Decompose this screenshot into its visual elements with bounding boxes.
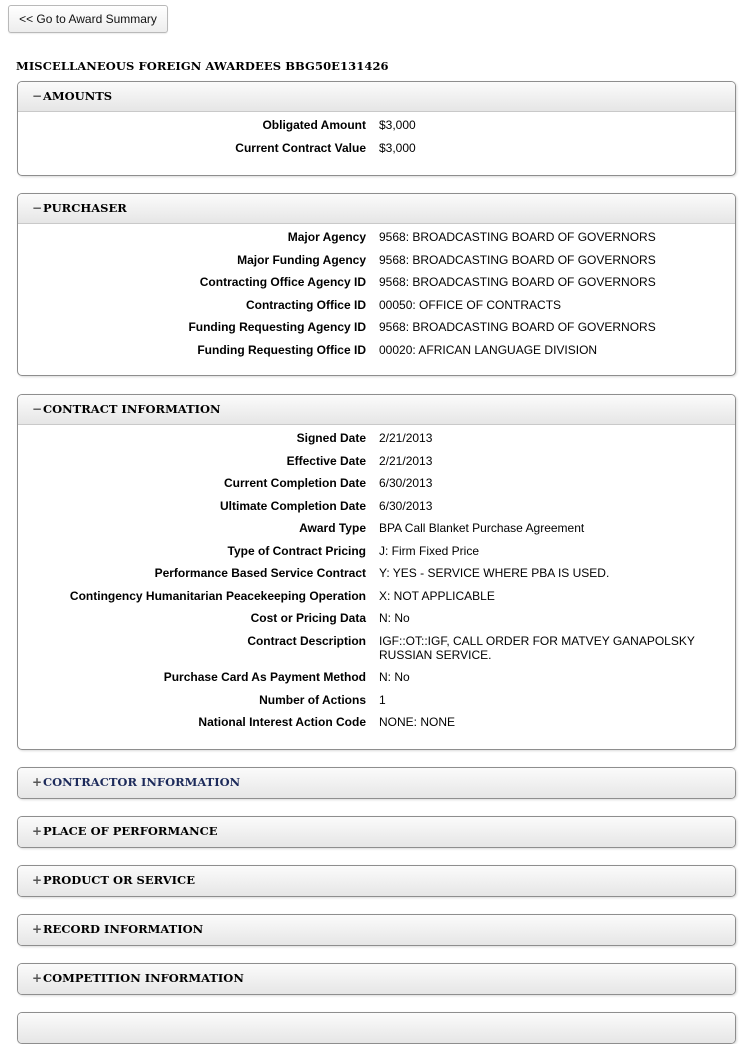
- field-row: [18, 693, 735, 707]
- amounts-panel-header[interactable]: [18, 82, 735, 112]
- field-label: Award Type: [299, 521, 366, 535]
- expand-icon: +: [32, 922, 43, 936]
- field-value: 2/21/2013: [379, 453, 433, 468]
- field-row: [18, 253, 735, 267]
- field-label: Contract Description: [247, 633, 366, 648]
- field-value: Y: YES - SERVICE WHERE PBA IS USED.: [379, 566, 610, 580]
- field-row: [18, 589, 735, 603]
- field-label: Signed Date: [296, 431, 366, 445]
- field-value: 9568: BROADCASTING BOARD OF GOVERNORS: [379, 252, 656, 267]
- collapse-icon: −: [32, 201, 43, 215]
- field-row: [18, 476, 735, 490]
- field-label: National Interest Action Code: [198, 715, 366, 729]
- field-value: BPA Call Blanket Purchase Agreement: [379, 521, 585, 535]
- field-label: Funding Requesting Office ID: [197, 342, 366, 357]
- field-row: [18, 566, 735, 580]
- field-label: Ultimate Completion Date: [219, 498, 366, 513]
- field-value: IGF::OT::IGF, CALL ORDER FOR MATVEY GANAPOLSKY RUSSIAN SERVICE.: [379, 633, 695, 662]
- field-row: [18, 320, 735, 334]
- field-row: [18, 141, 735, 155]
- competition-information-panel-header[interactable]: [18, 964, 735, 994]
- field-label: Contracting Office ID: [245, 297, 366, 312]
- purchaser-body: [18, 224, 735, 357]
- field-label: Type of Contract Pricing: [227, 543, 366, 558]
- field-value: N: No: [379, 611, 410, 625]
- field-label: Number of Actions: [259, 692, 366, 707]
- place-of-performance-title: PLACE OF PERFORMANCE: [43, 824, 218, 838]
- contract-information-body: [18, 425, 735, 729]
- field-label: Major Agency: [287, 230, 366, 244]
- collapse-icon: −: [32, 89, 43, 103]
- amounts-title: AMOUNTS: [43, 89, 113, 103]
- field-value: 2/21/2013: [379, 431, 433, 445]
- contractor-information-panel-header[interactable]: [18, 768, 735, 798]
- field-value: 6/30/2013: [379, 498, 433, 513]
- field-row: [18, 634, 735, 662]
- record-information-panel-header[interactable]: [18, 915, 735, 945]
- field-row: [18, 454, 735, 468]
- purchaser-panel: [17, 193, 736, 376]
- purchaser-panel-header[interactable]: [18, 194, 735, 224]
- field-label: Cost or Pricing Data: [250, 611, 366, 625]
- field-label: Major Funding Agency: [237, 252, 366, 267]
- amounts-body: [18, 112, 735, 155]
- field-label: Current Contract Value: [235, 140, 366, 155]
- contract-information-panel: [17, 394, 736, 750]
- field-row: [18, 521, 735, 535]
- collapse-icon: −: [32, 402, 43, 416]
- field-value: 9568: BROADCASTING BOARD OF GOVERNORS: [379, 320, 656, 334]
- contractor-information-title: CONTRACTOR INFORMATION: [43, 775, 241, 789]
- expand-icon: +: [32, 775, 43, 789]
- next-section-panel: [17, 1012, 736, 1044]
- field-label: Funding Requesting Agency ID: [188, 320, 366, 334]
- field-value: 00050: OFFICE OF CONTRACTS: [379, 297, 562, 312]
- product-or-service-panel: [17, 865, 736, 897]
- field-value: 9568: BROADCASTING BOARD OF GOVERNORS: [379, 275, 656, 289]
- field-row: [18, 343, 735, 357]
- place-of-performance-panel: [17, 816, 736, 848]
- field-row: [18, 670, 735, 684]
- field-value: $3,000: [379, 140, 416, 155]
- product-or-service-title: PRODUCT OR SERVICE: [43, 873, 195, 887]
- field-value: J: Firm Fixed Price: [379, 543, 480, 558]
- field-label: Current Completion Date: [223, 476, 366, 490]
- field-row: [18, 431, 735, 445]
- expand-icon: +: [32, 824, 43, 838]
- field-row: [18, 230, 735, 244]
- record-information-panel: [17, 914, 736, 946]
- next-section-panel-header[interactable]: [18, 1013, 735, 1043]
- field-row: [18, 544, 735, 558]
- field-value: N: No: [379, 670, 410, 684]
- field-label: Performance Based Service Contract: [154, 566, 366, 580]
- competition-information-panel: [17, 963, 736, 995]
- go-to-award-summary-button[interactable]: << Go to Award Summary: [8, 5, 168, 33]
- purchaser-title: PURCHASER: [43, 201, 127, 215]
- field-row: [18, 715, 735, 729]
- place-of-performance-panel-header[interactable]: [18, 817, 735, 847]
- product-or-service-panel-header[interactable]: [18, 866, 735, 896]
- expand-icon: +: [32, 873, 43, 887]
- field-label: Contracting Office Agency ID: [199, 275, 366, 289]
- field-value: 00020: AFRICAN LANGUAGE DIVISION: [379, 342, 598, 357]
- field-row: [18, 298, 735, 312]
- page-title: MISCELLANEOUS FOREIGN AWARDEES BBG50E131426: [16, 59, 389, 73]
- field-row: [18, 611, 735, 625]
- expand-icon: +: [32, 971, 43, 985]
- record-information-title: RECORD INFORMATION: [43, 922, 204, 936]
- amounts-panel: [17, 81, 736, 176]
- contractor-information-panel: [17, 767, 736, 799]
- field-value: 1: [379, 692, 386, 707]
- field-value: $3,000: [379, 118, 416, 132]
- field-row: [18, 499, 735, 513]
- field-value: NONE: NONE: [379, 715, 456, 729]
- field-label: Purchase Card As Payment Method: [163, 670, 366, 684]
- field-value: 9568: BROADCASTING BOARD OF GOVERNORS: [379, 230, 656, 244]
- field-value: X: NOT APPLICABLE: [379, 588, 495, 603]
- field-label: Obligated Amount: [262, 118, 366, 132]
- contract-information-title: CONTRACT INFORMATION: [43, 402, 221, 416]
- contract-information-panel-header[interactable]: [18, 395, 735, 425]
- competition-information-title: COMPETITION INFORMATION: [43, 971, 244, 985]
- field-label: Contingency Humanitarian Peacekeeping Operation: [69, 588, 366, 603]
- field-label: Effective Date: [286, 453, 366, 468]
- field-row: [18, 275, 735, 289]
- field-row: [18, 118, 735, 132]
- field-value: 6/30/2013: [379, 476, 433, 490]
